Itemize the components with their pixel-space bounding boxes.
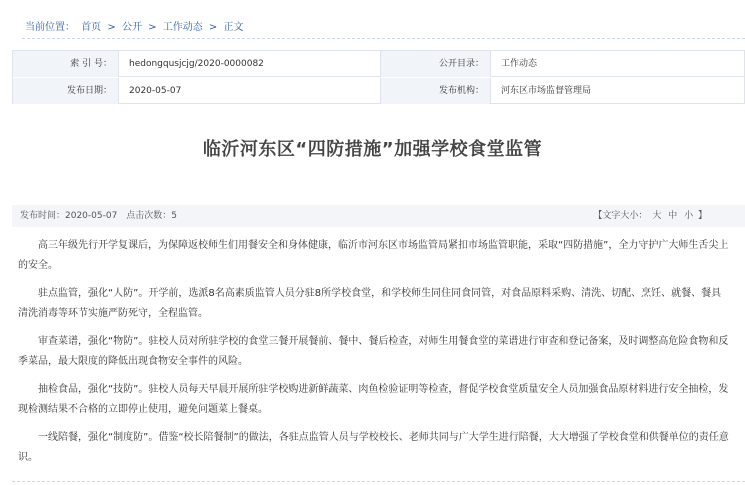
footer-divider bbox=[12, 481, 745, 482]
breadcrumb-divider bbox=[22, 38, 745, 39]
breadcrumb-current: 正文 bbox=[223, 22, 244, 33]
article-paragraph: 审查菜谱，强化“物防”。驻校人员对所驻学校的食堂三餐开展餐前、餐中、餐后检查，对师生用餐食堂的菜谱进行审查和登记备案，及时调整高危险食物和反季菜品，最大限度的降低出现食物安全事件的风险。 bbox=[18, 336, 729, 367]
publish-date-value: 2020-05-07 bbox=[119, 78, 381, 104]
article-stats bbox=[20, 205, 183, 227]
catalog-key: 公开目录： bbox=[381, 51, 491, 77]
font-size-label: 【文字大小： bbox=[593, 211, 648, 221]
article-info-bar bbox=[12, 205, 745, 227]
index-number-key: 索 引 号： bbox=[13, 51, 119, 77]
article-body bbox=[18, 236, 730, 476]
publish-time: 发布时间：2020-05-07 bbox=[20, 211, 118, 221]
font-size-controls bbox=[593, 205, 707, 227]
breadcrumb bbox=[25, 18, 246, 38]
article-paragraph: 高三年级先行开学复课后，为保障返校师生们用餐安全和身体健康，临沂市河东区市场监管局紧扣市场监管职能，采取“四防措施”，全力守护广大师生舌尖上的安全。 bbox=[18, 240, 729, 271]
article-title: 临沂河东区“四防措施”加强学校食堂监管 bbox=[202, 139, 543, 160]
breadcrumb-label: 当前位置： bbox=[25, 22, 75, 33]
font-size-medium-button[interactable]: 中 bbox=[668, 211, 678, 221]
article-paragraph: 一线陪餐，强化“制度防”。借鉴“校长陪餐制”的做法，各驻点监管人员与学校校长、老师共同与广大学生进行陪餐，大大增强了学校食堂和供餐单位的责任意识。 bbox=[18, 432, 729, 463]
catalog-value: 工作动态 bbox=[501, 59, 538, 69]
index-number-value: hedongqusjcjg/2020-0000082 bbox=[119, 51, 381, 77]
metadata-row bbox=[13, 78, 745, 104]
breadcrumb-public-link[interactable]: 公开 bbox=[121, 22, 142, 33]
font-size-small-button[interactable]: 小 bbox=[684, 211, 694, 221]
article-paragraph: 抽检食品，强化“技防”。驻校人员每天早晨开展所驻学校购进新鲜蔬菜、肉鱼检验证明等检查，督促学校食堂质量安全人员加强食品原材料进行安全抽检，发现检测结果不合格的立即停止使用，避免问题菜上餐桌。 bbox=[18, 384, 729, 415]
publisher-value: 河东区市场监督管理局 bbox=[501, 86, 592, 96]
breadcrumb-home-link[interactable]: 首页 bbox=[81, 22, 102, 33]
publish-date-key: 发布日期： bbox=[13, 78, 119, 104]
publisher-key: 发布机构： bbox=[381, 78, 491, 104]
breadcrumb-separator: > bbox=[107, 22, 116, 33]
metadata-table bbox=[12, 50, 745, 104]
metadata-row bbox=[13, 51, 745, 77]
font-size-label-end: 】 bbox=[697, 211, 707, 221]
breadcrumb-separator: > bbox=[208, 22, 218, 33]
font-size-large-button[interactable]: 大 bbox=[652, 211, 662, 221]
breadcrumb-work-news-link[interactable]: 工作动态 bbox=[162, 22, 203, 33]
article-paragraph: 驻点监管，强化“人防”。开学前，选派8名高素质监管人员分驻8所学校食堂，和学校师生同住同食同管，对食品原料采购、清洗、切配、烹饪、就餐、餐具清洗消毒等环节实施严防死守，全程监管。 bbox=[18, 288, 722, 319]
click-count: 点击次数：5 bbox=[126, 211, 177, 221]
breadcrumb-separator: > bbox=[148, 22, 157, 33]
